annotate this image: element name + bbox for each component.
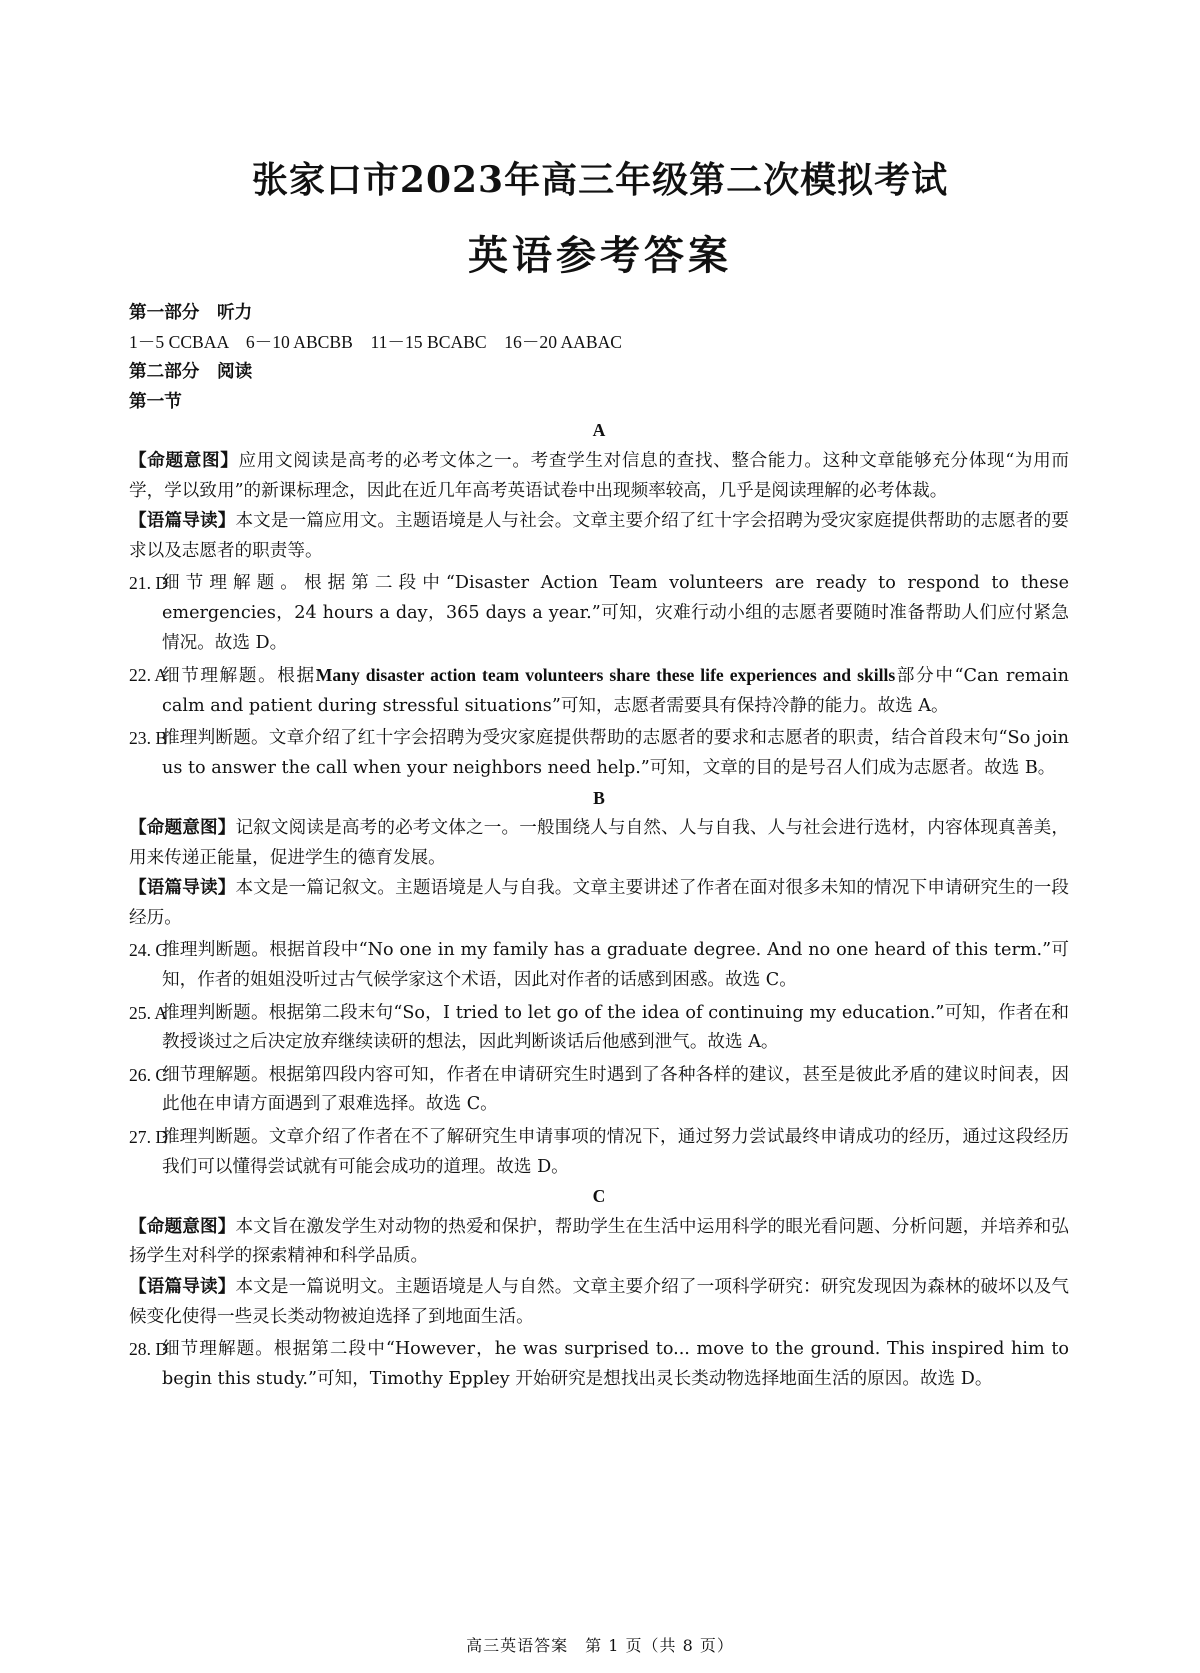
answer-number: 21. D <box>129 573 169 594</box>
answer-item-28 <box>129 1335 1069 1394</box>
answer-number: 26. C <box>129 1064 168 1085</box>
answer-explanation: 推理判断题。文章介绍了红十字会招聘为受灾家庭提供帮助的志愿者的要求和志愿者的职责，结合首段末句“So join us to answer the call when your neighbors need help.”可知，文章的目的是号召人们成为志愿者。故选 B。 <box>162 728 1069 778</box>
answer-explanation: 细节理解题。根据第四段内容可知，作者在申请研究生时遇到了各种各样的建议，甚至是彼此矛盾的建议时间表，因此他在申请方面遇到了艰难选择。故选 C。 <box>162 1064 1069 1115</box>
intent-text: 记叙文阅读是高考的必考文体之一。一般围绕人与自然、人与自我、人与社会进行选材，内容体现真善美，用来传递正能量，促进学生的德育发展。 <box>129 818 1069 868</box>
document-subtitle: 英语参考答案 <box>468 232 732 279</box>
passage-b-guide <box>129 873 1069 933</box>
part1-heading: 第一部分 听力 <box>129 302 253 323</box>
answer-item-23 <box>129 724 1069 783</box>
answer-explanation: 推理判断题。根据首段中“No one in my family has a graduate degree. And no one heard of this term.”可知，作者的姐姐没听过古气候学家这个术语，因此对作者的话感到困惑。故选 C。 <box>162 940 1069 991</box>
guide-text: 本文是一篇应用文。主题语境是人与社会。文章主要介绍了红十字会招聘为受灾家庭提供帮助的志愿者的要求以及志愿者的职责等。 <box>129 511 1069 561</box>
answer-explanation <box>162 661 1069 721</box>
guide-tag: 【语篇导读】 <box>129 1276 236 1297</box>
exam-title: 张家口市2023年高三年级第二次模拟考试 <box>251 159 949 201</box>
section-title-bold: Many disaster action team volunteers share these life experiences and skills <box>315 665 896 686</box>
answer-number: 27. D <box>129 1127 169 1148</box>
answer-number: 22. A <box>129 665 168 686</box>
answer-item-25 <box>129 999 1069 1058</box>
guide-text: 本文是一篇记叙文。主题语境是人与自我。文章主要讲述了作者在面对很多未知的情况下申请研究生的一段经历。 <box>129 878 1069 928</box>
explanation-start: 细节理解题。根据 <box>162 666 316 687</box>
passage-a-heading: A <box>592 420 606 441</box>
intent-tag: 【命题意图】 <box>129 1215 236 1237</box>
intent-text: 本文旨在激发学生对动物的热爱和保护，帮助学生在生活中运用科学的眼光看问题、分析问题，并培养和弘扬学生对科学的探索精神和科学品质。 <box>129 1216 1069 1267</box>
page-footer: 高三英语答案 第 1 页（共 8 页） <box>466 1636 734 1655</box>
answer-explanation: 细节理解题。根据第二段中“Disaster Action Team volunteers are ready to respond to these emergencies，24 hours a day，365 days a year.”可知，灾难行动小组的志愿者要随时准备帮助人们应付紧急情况。故选 D。 <box>162 573 1069 653</box>
passage-c-guide <box>129 1272 1069 1332</box>
answer-body <box>129 298 1069 1394</box>
passage-a-guide <box>129 506 1069 566</box>
answer-item-24 <box>129 936 1069 995</box>
passage-c-intent <box>129 1212 1069 1272</box>
answer-number: 23. B <box>129 728 168 749</box>
answer-item-22 <box>129 661 1069 721</box>
guide-text: 本文是一篇说明文。主题语境是人与自然。文章主要介绍了一项科学研究：研究发现因为森林的破坏以及气候变化使得一些灵长类动物被迫选择了到地面生活。 <box>129 1277 1069 1327</box>
answer-number: 24. C <box>129 940 168 961</box>
answer-explanation: 细节理解题。根据第二段中“However，he was surprised to... move to the ground. This inspired him to begin this study.”可知，Timothy Eppley 开始研究是想找出灵长类动物选择地面生活的原因。故选 D。 <box>162 1339 1069 1389</box>
listening-answers: 1－5 CCBAA 6－10 ABCBB 11－15 BCABC 16－20 AABAC <box>129 331 623 352</box>
passage-b-heading: B <box>593 787 605 808</box>
guide-tag: 【语篇导读】 <box>129 877 236 899</box>
intent-tag: 【命题意图】 <box>129 449 239 471</box>
answer-number: 28. D <box>129 1339 169 1360</box>
answer-number: 25. A <box>129 1002 168 1023</box>
answer-item-27 <box>129 1123 1069 1182</box>
answer-explanation: 推理判断题。根据第二段末句“So，I tried to let go of the idea of continuing my education.”可知，作者在和教授谈过之后决定放弃继续读研的想法，因此判断谈话后他感到泄气。故选 A。 <box>162 1002 1069 1053</box>
guide-tag: 【语篇导读】 <box>129 510 236 532</box>
intent-tag: 【命题意图】 <box>129 817 236 839</box>
part2-heading: 第二部分 阅读 <box>129 361 253 383</box>
answer-item-21 <box>129 569 1069 658</box>
passage-c-heading: C <box>592 1186 606 1207</box>
answer-explanation: 推理判断题。文章介绍了作者在不了解研究生申请事项的情况下，通过努力尝试最终申请成功的经历，通过这段经历我们可以懂得尝试就有可能会成功的道理。故选 D。 <box>162 1127 1069 1177</box>
passage-b-intent <box>129 813 1069 873</box>
passage-a-intent <box>129 446 1069 506</box>
answer-item-26 <box>129 1061 1069 1120</box>
explanation-end: 部分中“Can remain calm and patient during stressful situations”可知，志愿者需要具有保持冷静的能力。故选 A。 <box>162 666 1069 716</box>
intent-text: 应用文阅读是高考的必考文体之一。考查学生对信息的查找、整合能力。这种文章能够充分体现“为用而学，学以致用”的新课标理念，因此在近几年高考英语试卷中出现频率较高，几乎是阅读理解的必考体裁。 <box>129 450 1069 501</box>
section-heading: 第一节 <box>129 390 182 412</box>
